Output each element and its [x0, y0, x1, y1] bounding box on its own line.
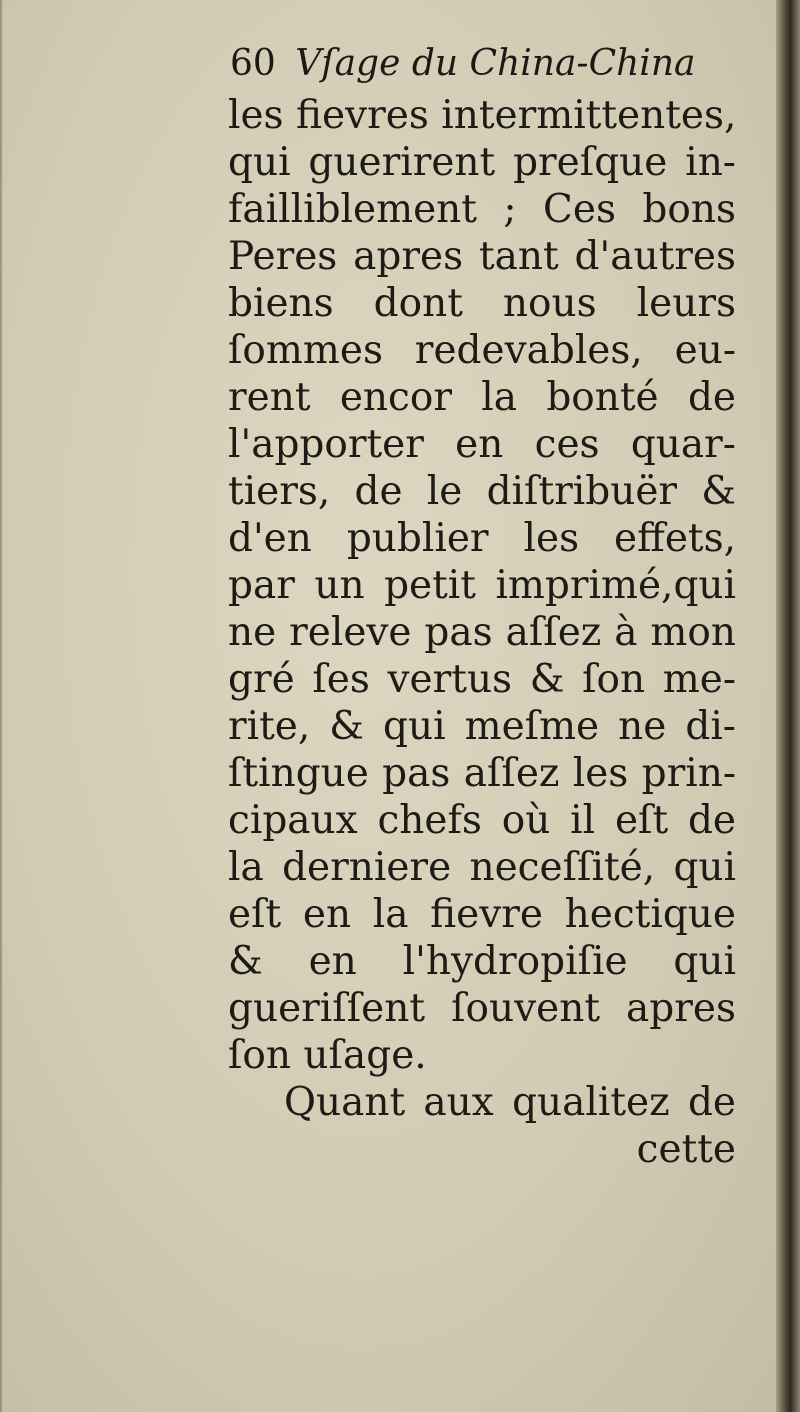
text-line: & en l'hydropiſie qui [228, 939, 736, 984]
page-number: 60 [230, 43, 276, 84]
text-line: cipaux chefs où il eſt de [228, 798, 736, 843]
text-line: rent encor la bonté de [228, 375, 736, 420]
text-line: rite, & qui meſme ne di- [228, 704, 736, 749]
page-edge-shadow [0, 0, 3, 1412]
text-line: failliblement ; Ces bons [228, 187, 736, 232]
text-line: qui guerirent preſque in- [228, 140, 736, 185]
running-title: Vſage du China-China [295, 43, 696, 84]
text-line: gré ſes vertus & ſon me- [228, 657, 736, 702]
text-line: biens dont nous leurs [228, 281, 736, 326]
text-line: Peres apres tant d'autres [228, 234, 736, 279]
text-line: la derniere neceſſité, qui [228, 845, 736, 890]
text-line: d'en publier les effets, [228, 516, 736, 561]
book-gutter [776, 0, 800, 1412]
body-text [228, 92, 736, 1173]
paragraph-start-line: Quant aux qualitez de [284, 1080, 736, 1125]
text-line: l'apporter en ces quar- [228, 422, 736, 467]
text-line: gueriſſent ſouvent apres [228, 986, 736, 1031]
text-line: eſt en la fievre hectique [228, 892, 736, 937]
text-line: ſon uſage. [228, 1033, 427, 1078]
text-line: ne releve pas aſſez à mon [228, 610, 736, 655]
text-line: ſtingue pas aſſez les prin- [228, 751, 736, 796]
running-head [230, 42, 750, 86]
text-line: tiers, de le diſtribuër & [228, 469, 736, 514]
text-line: ſommes redevables, eu- [228, 328, 736, 373]
text-line: les fievres intermittentes, [228, 93, 737, 138]
text-line: par un petit imprimé,qui [228, 563, 736, 608]
catchword: cette [636, 1127, 736, 1172]
